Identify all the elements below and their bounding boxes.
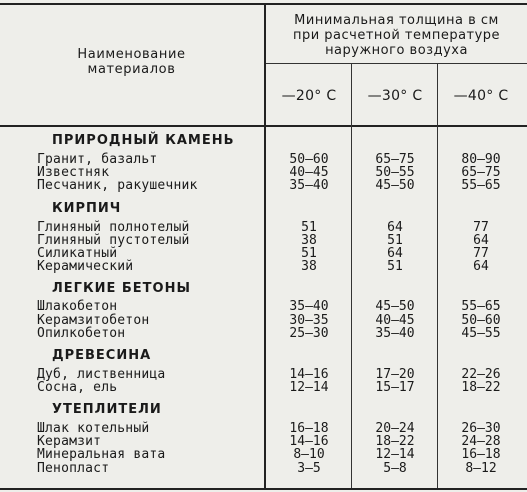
- value-minus-20: 25—30: [289, 326, 329, 341]
- value-minus-40: 16—18: [461, 447, 501, 462]
- value-minus-30: 35—40: [375, 326, 415, 341]
- material-name: Глиняный пустотелый: [37, 233, 190, 248]
- value-minus-30: 17—20: [375, 367, 415, 382]
- material-name: Сосна, ель: [37, 380, 118, 395]
- temp-header-minus-20: —20° С: [281, 88, 337, 104]
- value-minus-30: 15—17: [375, 380, 415, 395]
- material-name: Гранит, базальт: [37, 152, 158, 167]
- section-title: УТЕПЛИТЕЛИ: [52, 402, 162, 417]
- value-minus-40: 55—65: [461, 299, 501, 314]
- value-minus-20: 35—40: [289, 178, 329, 193]
- value-minus-40: 77: [473, 246, 489, 261]
- value-minus-30: 40—45: [375, 313, 415, 328]
- value-minus-30: 45—50: [375, 178, 415, 193]
- value-minus-30: 5—8: [383, 461, 407, 476]
- value-minus-20: 50—60: [289, 152, 329, 167]
- value-minus-30: 45—50: [375, 299, 415, 314]
- value-minus-30: 64: [387, 220, 403, 235]
- section-title: КИРПИЧ: [52, 201, 122, 216]
- value-minus-30: 51: [387, 259, 403, 274]
- value-minus-20: 30—35: [289, 313, 329, 328]
- value-minus-20: 14—16: [289, 367, 329, 382]
- column-header-thickness: [266, 13, 527, 58]
- value-minus-40: 50—60: [461, 313, 501, 328]
- thickness-header-line3: наружного воздуха: [325, 43, 468, 58]
- material-name: Керамический: [37, 259, 134, 274]
- value-minus-30: 12—14: [375, 447, 415, 462]
- column-header-name-line1: Наименование: [77, 47, 186, 62]
- section-title: ДРЕВЕСИНА: [52, 348, 152, 363]
- material-name: Керамзитобетон: [37, 313, 150, 328]
- value-minus-20: 40—45: [289, 165, 329, 180]
- value-minus-20: 38: [301, 259, 317, 274]
- value-minus-40: 77: [473, 220, 489, 235]
- value-minus-20: 8—10: [293, 447, 325, 462]
- material-name: Силикатный: [37, 246, 118, 261]
- value-minus-20: 16—18: [289, 421, 329, 436]
- section-title: ЛЕГКИЕ БЕТОНЫ: [52, 281, 191, 296]
- value-minus-30: 50—55: [375, 165, 415, 180]
- value-minus-40: 26—30: [461, 421, 501, 436]
- value-minus-20: 14—16: [289, 434, 329, 449]
- value-minus-20: 38: [301, 233, 317, 248]
- column-header-name-line2: материалов: [87, 62, 176, 77]
- thickness-header-line2: при расчетной температуре: [292, 28, 501, 43]
- value-minus-40: 64: [473, 259, 489, 274]
- material-name: Шлак котельный: [37, 421, 150, 436]
- section-title: ПРИРОДНЫЙ КАМЕНЬ: [52, 133, 235, 148]
- value-minus-20: 3—5: [297, 461, 321, 476]
- material-name: Керамзит: [37, 434, 102, 449]
- value-minus-20: 51: [301, 220, 317, 235]
- temp-header-minus-40: —40° С: [453, 88, 509, 104]
- value-minus-40: 55—65: [461, 178, 501, 193]
- value-minus-40: 24—28: [461, 434, 501, 449]
- material-name: Пенопласт: [37, 461, 110, 476]
- value-minus-30: 65—75: [375, 152, 415, 167]
- material-name: Шлакобетон: [37, 299, 118, 314]
- value-minus-20: 51: [301, 246, 317, 261]
- value-minus-20: 12—14: [289, 380, 329, 395]
- value-minus-40: 64: [473, 233, 489, 248]
- material-name: Дуб, лиственница: [37, 367, 166, 382]
- header-divider: [266, 63, 527, 64]
- value-minus-30: 51: [387, 233, 403, 248]
- value-minus-40: 80—90: [461, 152, 501, 167]
- material-name: Известняк: [37, 165, 110, 180]
- thickness-header-line1: Минимальная толщина в см: [294, 13, 499, 28]
- value-minus-40: 45—55: [461, 326, 501, 341]
- material-name: Минеральная вата: [37, 447, 166, 462]
- value-minus-30: 64: [387, 246, 403, 261]
- value-minus-40: 18—22: [461, 380, 501, 395]
- value-minus-40: 65—75: [461, 165, 501, 180]
- value-minus-30: 20—24: [375, 421, 415, 436]
- value-minus-20: 35—40: [289, 299, 329, 314]
- material-name: Глиняный полнотелый: [37, 220, 190, 235]
- column-header-name: [0, 47, 263, 77]
- value-minus-30: 18—22: [375, 434, 415, 449]
- value-minus-40: 8—12: [465, 461, 497, 476]
- material-name: Песчаник, ракушечник: [37, 178, 198, 193]
- value-minus-40: 22—26: [461, 367, 501, 382]
- material-name: Опилкобетон: [37, 326, 126, 341]
- temp-header-minus-30: —30° С: [367, 88, 423, 104]
